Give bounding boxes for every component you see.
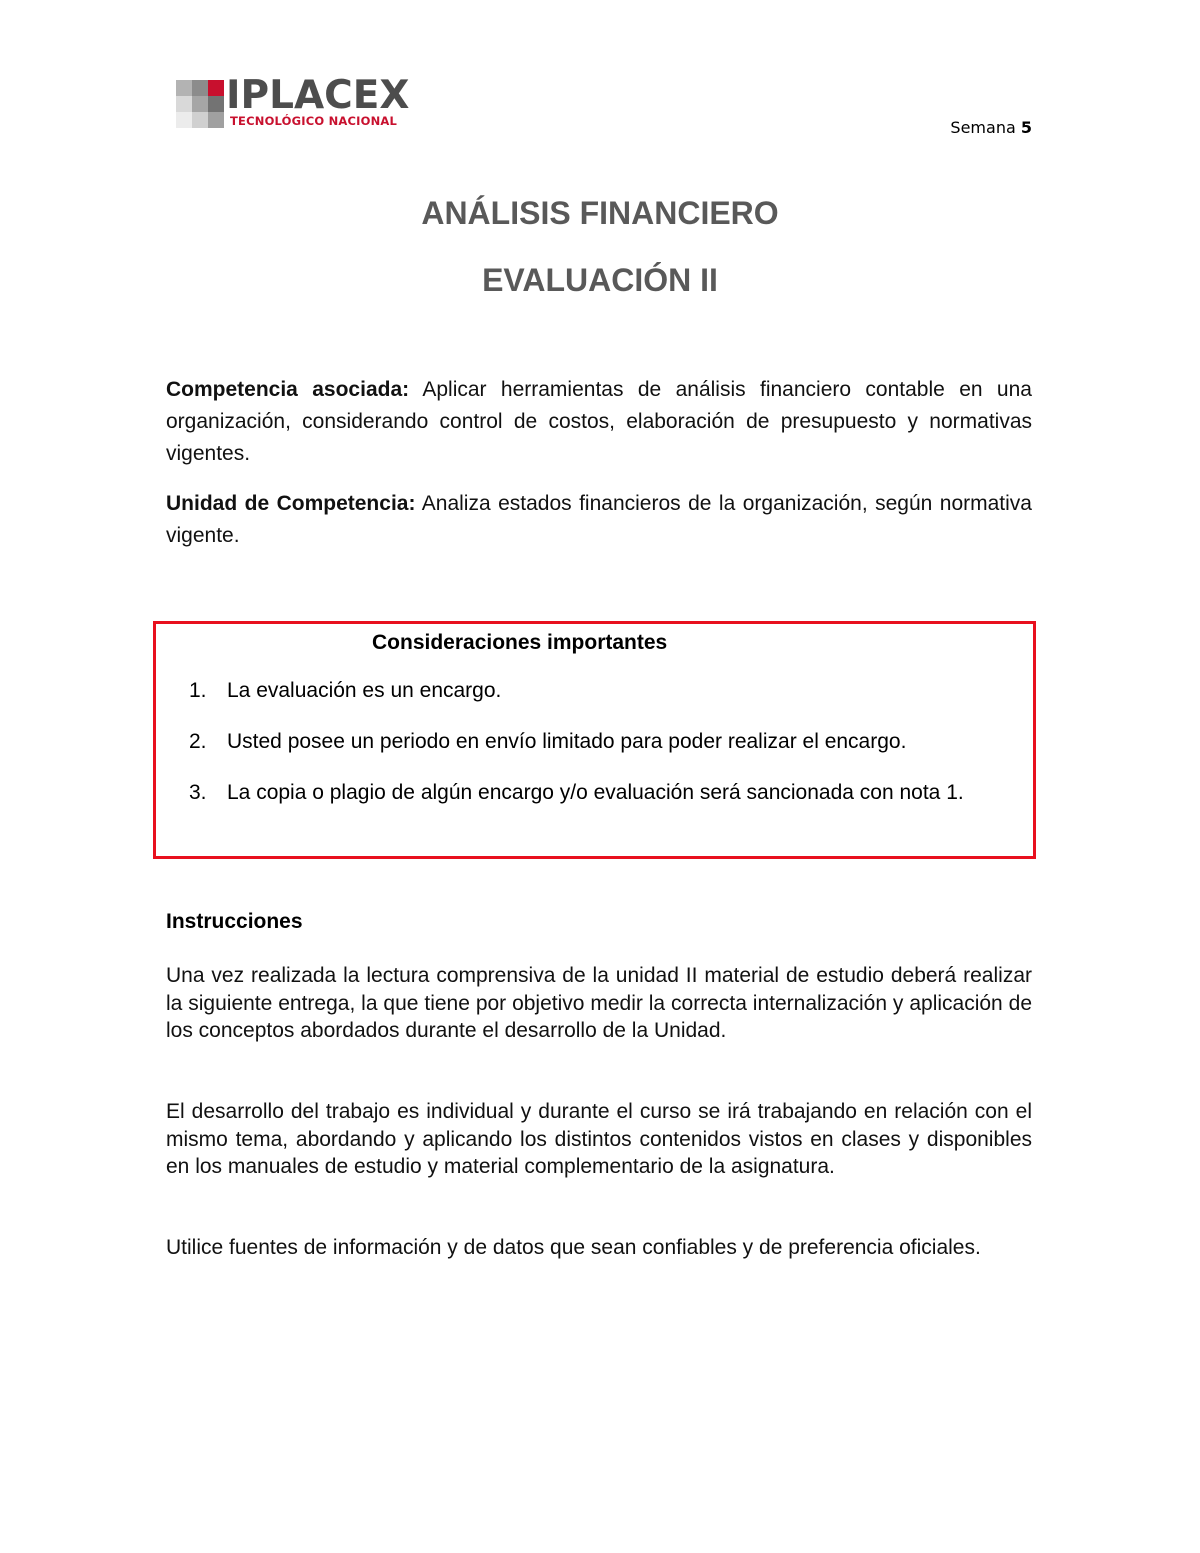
- instrucciones-paragraph: Una vez realizada la lectura comprensiva de la unidad II material de estudio deberá realizar la siguiente entrega, la que tiene por objetivo medir la correcta internalización y aplicación de los conceptos abordados durante el desarrollo de la Unidad.: [166, 964, 1032, 1042]
- list-item-number: 2.: [189, 730, 207, 753]
- list-item-text: La copia o plagio de algún encargo y/o evaluación será sancionada con nota 1.: [227, 781, 964, 804]
- list-item-text: Usted posee un periodo en envío limitado para poder realizar el encargo.: [227, 730, 907, 753]
- instrucciones-paragraph: El desarrollo del trabajo es individual y durante el curso se irá trabajando en relación con el mismo tema, abordando y aplicando los distintos contenidos vistos en clases y disponibles en los manuales de estudio y material complementario de la asignatura.: [166, 1100, 1032, 1178]
- list-item: [189, 675, 1031, 707]
- logo-name: IPLACEX: [226, 73, 410, 118]
- instrucciones-paragraph: Utilice fuentes de información y de datos que sean confiables y de preferencia oficiales.: [166, 1236, 981, 1259]
- list-item-text: La evaluación es un encargo.: [227, 679, 502, 702]
- unidad-text: Analiza estados financieros de la organización, según normativa vigente.: [166, 492, 1032, 547]
- list-item-number: 1.: [189, 679, 207, 702]
- competencia-paragraph: [166, 374, 1032, 470]
- instrucciones-heading: Instrucciones: [166, 910, 303, 933]
- consideraciones-title: Consideraciones importantes: [372, 631, 668, 654]
- week-indicator: [950, 118, 1032, 137]
- week-number: 5: [1020, 118, 1032, 137]
- logo-subtitle: TECNOLÓGICO NACIONAL: [230, 114, 398, 128]
- iplacex-logo: [176, 73, 416, 130]
- course-title: ANÁLISIS FINANCIERO: [421, 195, 779, 231]
- list-item-number: 3.: [189, 781, 207, 804]
- logo-mosaic-icon: [176, 80, 224, 128]
- unidad-paragraph: [166, 488, 1032, 552]
- consideraciones-box: [153, 621, 1036, 859]
- week-label: Semana: [950, 118, 1016, 137]
- competencia-text: Aplicar herramientas de análisis financiero contable en una organización, considerando control de costos, elaboración de presupuesto y normativas vigentes.: [166, 378, 1032, 465]
- unidad-label: Unidad de Competencia:: [166, 492, 416, 515]
- competencia-label: Competencia asociada:: [166, 378, 410, 401]
- evaluation-title: EVALUACIÓN II: [482, 262, 718, 298]
- list-item: [189, 726, 1031, 758]
- list-item: [189, 777, 1031, 809]
